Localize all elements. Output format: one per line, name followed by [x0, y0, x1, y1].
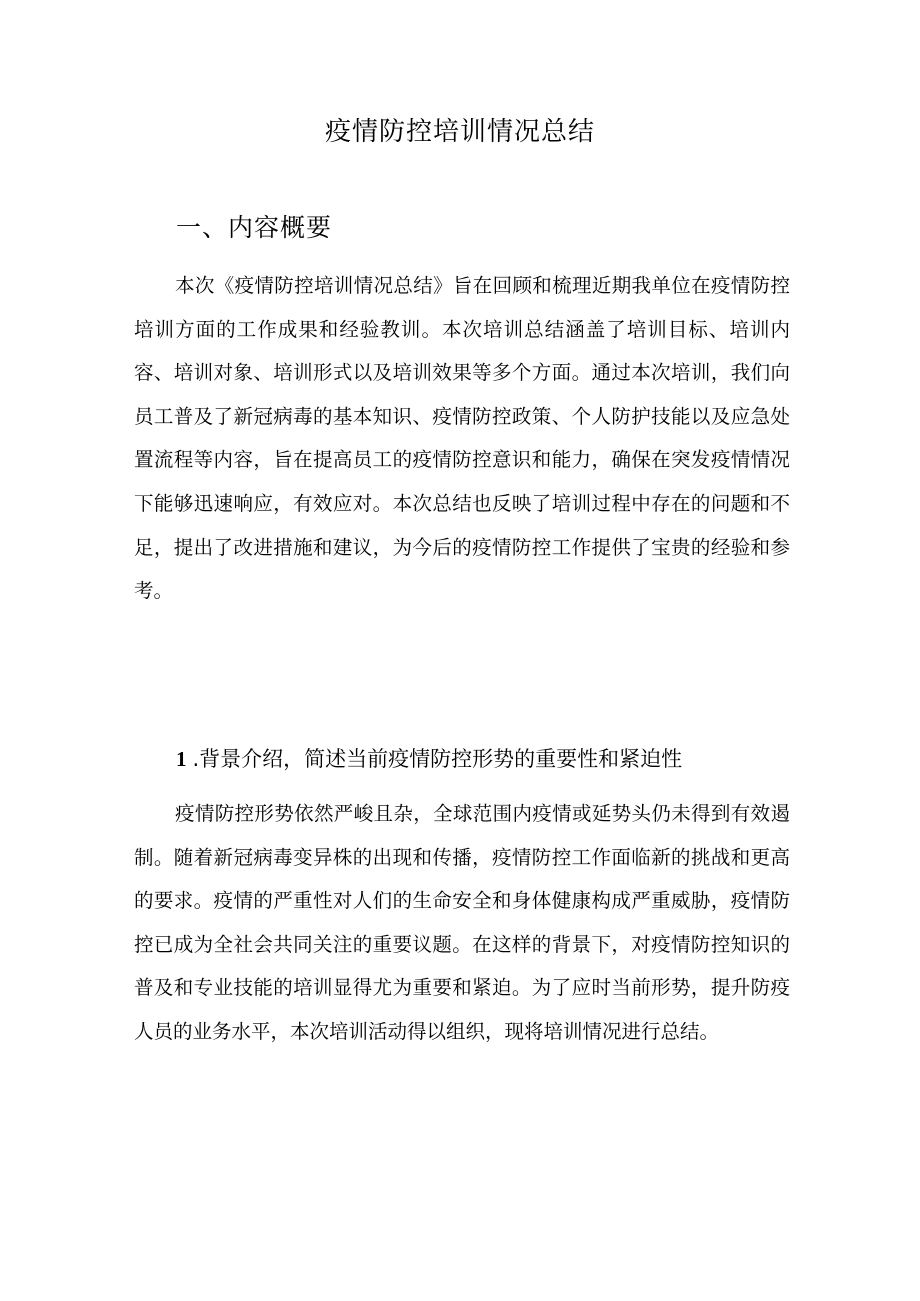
document-title: 疫情防控培训情况总结 [324, 117, 595, 147]
overview-paragraph: 本次《疫情防控培训情况总结》旨在回顾和梳理近期我单位在疫情防控培训方面的工作成果和经验教训。本次培训总结涵盖了培训目标、培训内容、培训对象、培训形式以及培训效果等多个方面。通过本次培训，我们向员工普及了新冠病毒的基本知识、疫情防控政策、个人防护技能以及应急处置流程等内容，旨在提高员工的疫情防控意识和能力，确保在突发疫情情况下能够迅速响应，有效应对。本次总结也反映了培训过程中存在的问题和不足，提出了改进措施和建议，为今后的疫情防控工作提供了宝贵的经验和参考。 [134, 274, 790, 603]
subsection-heading-background [176, 742, 682, 776]
subsection-number: 1 [176, 747, 187, 771]
section-heading-overview: 一、内容概要 [176, 213, 333, 242]
subsection-heading-text: .背景介绍，简述当前疫情防控形势的重要性和紧迫性 [192, 747, 683, 771]
background-paragraph: 疫情防控形势依然严峻且杂，全球范围内疫情或延势头仍未得到有效遏制。随着新冠病毒变异株的出现和传播，疫情防控工作面临新的挑战和更高的要求。疫情的严重性对人们的生命安全和身体健康构成严重威胁，疫情防控已成为全社会共同关注的重要议题。在这样的背景下，对疫情防控知识的普及和专业技能的培训显得尤为重要和紧迫。为了应时当前形势，提升防疫人员的业务水平，本次培训活动得以组织，现将培训情况进行总结。 [134, 802, 790, 1043]
